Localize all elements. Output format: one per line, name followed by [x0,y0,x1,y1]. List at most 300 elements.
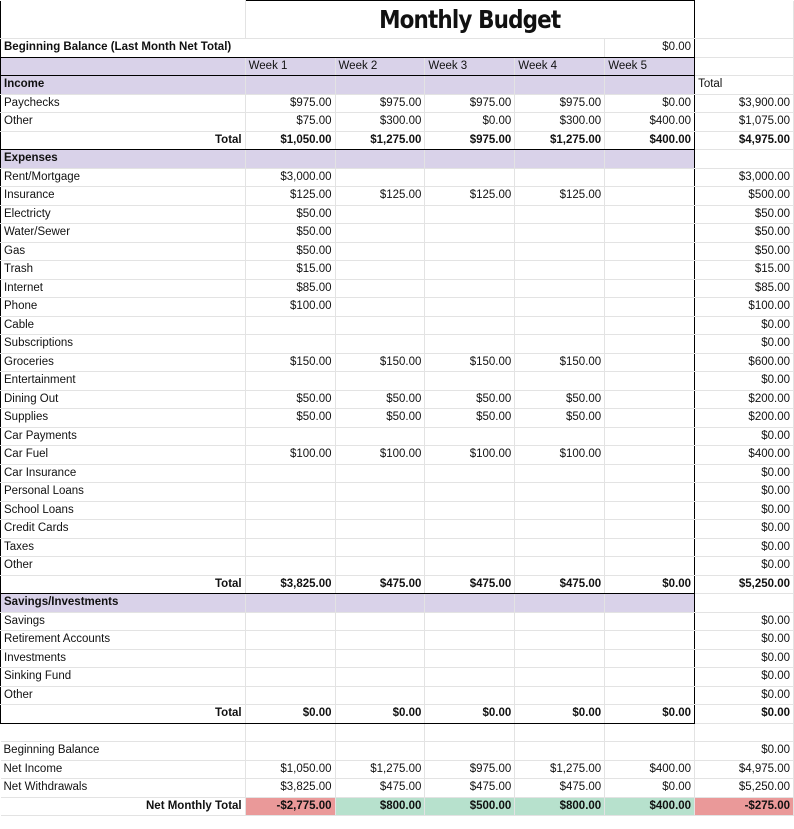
row-label[interactable]: Gas [1,242,246,261]
row-label[interactable]: Car Fuel [1,446,246,465]
week-value[interactable] [605,649,695,668]
week-value[interactable] [515,224,605,243]
week-value[interactable] [605,224,695,243]
summary-week-value[interactable]: $475.00 [335,779,425,798]
week-total[interactable]: $0.00 [245,705,335,724]
row-label[interactable]: Retirement Accounts [1,631,246,650]
empty-cell[interactable] [515,594,605,613]
row-total[interactable]: $200.00 [695,390,794,409]
row-total[interactable]: $50.00 [695,224,794,243]
week-value[interactable] [245,557,335,576]
week-value[interactable] [335,205,425,224]
week-value[interactable]: $3,000.00 [245,168,335,187]
row-total[interactable]: $15.00 [695,261,794,280]
total-label[interactable]: Total [1,131,246,150]
week-value[interactable] [335,557,425,576]
net-monthly-total-label[interactable]: Net Monthly Total [1,797,246,816]
week-value[interactable] [245,464,335,483]
week-value[interactable] [335,224,425,243]
week-value[interactable] [335,335,425,354]
beginning-balance-label[interactable]: Beginning Balance (Last Month Net Total) [1,39,605,58]
week-total[interactable]: $475.00 [425,575,515,594]
week-value[interactable]: $85.00 [245,279,335,298]
week-value[interactable]: $50.00 [245,242,335,261]
row-label[interactable]: Cable [1,316,246,335]
week-value[interactable] [245,631,335,650]
section-header-row [1,150,794,169]
week-value[interactable] [515,538,605,557]
page-title [277,1,664,39]
week-value[interactable] [515,557,605,576]
week-value[interactable] [605,612,695,631]
week-value[interactable]: $150.00 [425,353,515,372]
week-value[interactable] [335,668,425,687]
table-row [1,409,794,428]
week-value[interactable] [605,335,695,354]
summary-label[interactable]: Net Withdrawals [1,779,246,798]
week-value[interactable] [515,242,605,261]
row-total[interactable]: $0.00 [695,427,794,446]
week-value[interactable] [335,298,425,317]
week-value[interactable] [515,483,605,502]
empty-cell[interactable] [695,150,794,169]
week-value[interactable] [605,168,695,187]
summary-total[interactable]: $5,250.00 [695,779,794,798]
row-total[interactable]: $600.00 [695,353,794,372]
week-value[interactable] [515,464,605,483]
week-value[interactable] [515,168,605,187]
week-value[interactable] [425,538,515,557]
week-value[interactable] [425,335,515,354]
week-value[interactable]: $125.00 [335,187,425,206]
week-value[interactable]: $50.00 [515,390,605,409]
week-value[interactable] [245,483,335,502]
week-total[interactable]: $0.00 [335,705,425,724]
week-value[interactable]: $125.00 [425,187,515,206]
week-value[interactable] [605,520,695,539]
row-total[interactable]: $50.00 [695,242,794,261]
table-row [1,668,794,687]
week-value[interactable] [515,205,605,224]
row-total[interactable]: $400.00 [695,446,794,465]
empty-cell[interactable] [695,39,794,58]
row-total[interactable]: $85.00 [695,279,794,298]
week-value[interactable] [245,501,335,520]
week-value[interactable]: $150.00 [515,353,605,372]
week-value[interactable] [335,631,425,650]
week-value[interactable] [245,335,335,354]
week-value[interactable] [425,668,515,687]
week-value[interactable] [425,631,515,650]
week-value[interactable] [425,168,515,187]
week-value[interactable] [335,261,425,280]
week-value[interactable] [515,372,605,391]
week-value[interactable] [335,501,425,520]
week-header[interactable]: Week 2 [335,57,425,76]
total-label[interactable]: Total [1,575,246,594]
week-value[interactable] [605,409,695,428]
summary-week-value[interactable] [515,742,605,761]
summary-week-value[interactable]: $1,275.00 [515,760,605,779]
week-value[interactable] [425,205,515,224]
row-label[interactable]: Paychecks [1,94,246,113]
week-value[interactable] [245,538,335,557]
row-label[interactable]: Taxes [1,538,246,557]
row-total[interactable]: $0.00 [695,483,794,502]
row-label[interactable]: Other [1,686,246,705]
week-value[interactable]: $50.00 [425,390,515,409]
row-label[interactable]: Trash [1,261,246,280]
week-value[interactable] [425,372,515,391]
week-value[interactable] [425,520,515,539]
week-value[interactable] [515,501,605,520]
row-label[interactable]: Supplies [1,409,246,428]
row-total[interactable]: $0.00 [695,316,794,335]
week-total[interactable]: $0.00 [605,705,695,724]
row-label[interactable]: Dining Out [1,390,246,409]
week-total[interactable]: $475.00 [515,575,605,594]
week-value[interactable] [425,224,515,243]
week-value[interactable] [425,612,515,631]
week-value[interactable] [515,427,605,446]
week-value[interactable] [515,520,605,539]
row-total[interactable]: $50.00 [695,205,794,224]
week-value[interactable]: $975.00 [245,94,335,113]
total-header[interactable]: Total [695,76,794,95]
row-total[interactable]: $3,900.00 [695,94,794,113]
empty-cell[interactable] [335,594,425,613]
week-value[interactable]: $975.00 [335,94,425,113]
week-value[interactable] [425,483,515,502]
week-total[interactable]: $400.00 [605,131,695,150]
row-total[interactable]: $100.00 [695,298,794,317]
week-value[interactable] [245,372,335,391]
row-label[interactable]: Subscriptions [1,335,246,354]
week-value[interactable]: $100.00 [425,446,515,465]
summary-row [1,760,794,779]
week-value[interactable] [245,316,335,335]
row-total[interactable]: $0.00 [695,649,794,668]
week-value[interactable] [515,279,605,298]
week-value[interactable] [425,686,515,705]
week-value[interactable] [335,464,425,483]
table-row [1,501,794,520]
row-total[interactable]: $0.00 [695,557,794,576]
row-label[interactable]: Internet [1,279,246,298]
row-label[interactable]: Car Payments [1,427,246,446]
week-value[interactable] [425,261,515,280]
summary-week-value[interactable]: $1,275.00 [335,760,425,779]
week-value[interactable]: $50.00 [245,205,335,224]
row-total[interactable]: $1,075.00 [695,113,794,132]
empty-cell[interactable] [605,723,695,742]
summary-week-value[interactable] [605,742,695,761]
week-value[interactable]: $300.00 [515,113,605,132]
week-value[interactable] [515,649,605,668]
week-value[interactable] [605,242,695,261]
expenses-section-header[interactable]: Expenses [1,150,246,169]
week-value[interactable] [425,501,515,520]
week-value[interactable]: $150.00 [245,353,335,372]
week-value[interactable] [245,686,335,705]
summary-week-value[interactable]: $975.00 [425,760,515,779]
row-label[interactable]: Personal Loans [1,483,246,502]
empty-cell[interactable] [425,150,515,169]
total-label[interactable]: Total [1,705,246,724]
week-header[interactable]: Week 1 [245,57,335,76]
empty-cell[interactable] [425,76,515,95]
week-value[interactable] [605,631,695,650]
income-section-header[interactable]: Income [1,76,246,95]
week-value[interactable] [605,205,695,224]
week-value[interactable]: $100.00 [335,446,425,465]
week-value[interactable] [245,427,335,446]
week-value[interactable] [245,612,335,631]
summary-week-value[interactable]: $400.00 [605,760,695,779]
week-value[interactable] [335,686,425,705]
empty-cell[interactable] [605,594,695,613]
week-value[interactable]: $150.00 [335,353,425,372]
row-total[interactable]: $0.00 [695,631,794,650]
week-value[interactable] [515,631,605,650]
row-total[interactable]: $0.00 [695,464,794,483]
week-value[interactable]: $50.00 [425,409,515,428]
week-value[interactable] [515,335,605,354]
empty-cell[interactable] [425,723,515,742]
week-value[interactable] [605,483,695,502]
week-value[interactable]: $100.00 [245,298,335,317]
week-value[interactable]: $50.00 [245,390,335,409]
week-value[interactable] [605,686,695,705]
row-label[interactable]: Phone [1,298,246,317]
row-label[interactable]: Groceries [1,353,246,372]
week-total[interactable]: $0.00 [515,705,605,724]
week-value[interactable]: $975.00 [425,94,515,113]
week-value[interactable]: $75.00 [245,113,335,132]
row-total[interactable]: $3,000.00 [695,168,794,187]
week-value[interactable] [335,520,425,539]
net-week-value[interactable]: $800.00 [515,797,605,816]
week-value[interactable] [425,242,515,261]
row-total[interactable]: $0.00 [695,686,794,705]
week-value[interactable] [425,464,515,483]
week-value[interactable]: $400.00 [605,113,695,132]
empty-cell[interactable] [335,150,425,169]
week-value[interactable] [605,316,695,335]
row-total[interactable]: $0.00 [695,501,794,520]
week-value[interactable]: $50.00 [335,409,425,428]
week-value[interactable]: $15.00 [245,261,335,280]
row-total[interactable]: $0.00 [695,538,794,557]
week-value[interactable] [515,686,605,705]
week-value[interactable]: $125.00 [515,187,605,206]
beginning-balance-value[interactable]: $0.00 [605,39,695,58]
summary-week-value[interactable]: $3,825.00 [245,779,335,798]
grand-total[interactable]: $5,250.00 [695,575,794,594]
row-total[interactable]: $200.00 [695,409,794,428]
week-value[interactable]: $100.00 [515,446,605,465]
week-value[interactable] [245,649,335,668]
week-value[interactable] [335,427,425,446]
week-value[interactable]: $100.00 [245,446,335,465]
table-row [1,649,794,668]
week-value[interactable] [335,242,425,261]
empty-cell[interactable] [1,1,246,39]
row-label[interactable]: Insurance [1,187,246,206]
grand-total[interactable]: $0.00 [695,705,794,724]
week-value[interactable] [605,261,695,280]
week-total[interactable]: $975.00 [425,131,515,150]
week-value[interactable]: $300.00 [335,113,425,132]
week-value[interactable]: $975.00 [515,94,605,113]
week-header[interactable]: Week 5 [605,57,695,76]
row-label[interactable]: Water/Sewer [1,224,246,243]
row-label[interactable]: Entertainment [1,372,246,391]
week-header[interactable]: Week 3 [425,57,515,76]
week-value[interactable] [335,279,425,298]
row-total[interactable]: $0.00 [695,520,794,539]
net-week-value[interactable]: $800.00 [335,797,425,816]
row-total[interactable]: $0.00 [695,372,794,391]
week-value[interactable] [425,298,515,317]
empty-cell[interactable] [1,723,246,742]
week-value[interactable] [605,372,695,391]
week-value[interactable] [425,649,515,668]
week-value[interactable] [515,668,605,687]
week-total[interactable]: $1,275.00 [515,131,605,150]
summary-label[interactable]: Net Income [1,760,246,779]
empty-cell[interactable] [605,150,695,169]
row-label[interactable]: School Loans [1,501,246,520]
week-value[interactable] [605,279,695,298]
empty-cell[interactable] [695,1,794,39]
summary-week-value[interactable]: $1,050.00 [245,760,335,779]
empty-cell[interactable] [515,76,605,95]
week-value[interactable] [605,298,695,317]
week-total[interactable]: $3,825.00 [245,575,335,594]
net-week-value[interactable]: $500.00 [425,797,515,816]
row-label[interactable]: Credit Cards [1,520,246,539]
week-total[interactable]: $1,275.00 [335,131,425,150]
week-value[interactable]: $0.00 [605,94,695,113]
row-label[interactable]: Car Insurance [1,464,246,483]
summary-week-value[interactable] [425,742,515,761]
empty-cell[interactable] [515,723,605,742]
week-value[interactable]: $125.00 [245,187,335,206]
week-header[interactable]: Week 4 [515,57,605,76]
week-value[interactable] [605,187,695,206]
empty-cell[interactable] [245,76,335,95]
summary-label[interactable]: Beginning Balance [1,742,246,761]
week-value[interactable]: $50.00 [335,390,425,409]
week-value[interactable] [335,538,425,557]
week-value[interactable] [245,668,335,687]
week-value[interactable] [335,316,425,335]
week-value[interactable] [425,279,515,298]
week-total[interactable]: $475.00 [335,575,425,594]
week-value[interactable] [425,557,515,576]
week-value[interactable] [605,353,695,372]
week-value[interactable] [605,501,695,520]
week-total[interactable]: $1,050.00 [245,131,335,150]
empty-cell[interactable] [245,723,335,742]
week-value[interactable]: $50.00 [515,409,605,428]
empty-cell[interactable] [335,76,425,95]
empty-cell[interactable] [515,150,605,169]
week-total[interactable]: $0.00 [425,705,515,724]
summary-total[interactable]: $0.00 [695,742,794,761]
summary-week-value[interactable]: $0.00 [605,779,695,798]
summary-week-value[interactable]: $475.00 [515,779,605,798]
week-value[interactable] [245,520,335,539]
empty-cell[interactable] [695,57,794,76]
row-label[interactable]: Rent/Mortgage [1,168,246,187]
empty-cell[interactable] [245,594,335,613]
row-label[interactable]: Sinking Fund [1,668,246,687]
savings-section-header[interactable]: Savings/Investments [1,594,246,613]
summary-week-value[interactable]: $475.00 [425,779,515,798]
empty-cell[interactable] [695,723,794,742]
week-value[interactable] [335,649,425,668]
empty-cell[interactable] [1,57,246,76]
week-value[interactable]: $0.00 [425,113,515,132]
net-week-value[interactable]: -$2,775.00 [245,797,335,816]
week-value[interactable] [515,316,605,335]
week-value[interactable] [335,168,425,187]
week-value[interactable] [605,427,695,446]
net-week-value[interactable]: $400.00 [605,797,695,816]
summary-total[interactable]: $4,975.00 [695,760,794,779]
week-value[interactable] [425,316,515,335]
empty-cell[interactable] [425,594,515,613]
row-total[interactable]: $0.00 [695,335,794,354]
week-value[interactable]: $50.00 [245,224,335,243]
week-value[interactable]: $50.00 [245,409,335,428]
row-total[interactable]: $0.00 [695,612,794,631]
row-label[interactable]: Savings [1,612,246,631]
empty-cell[interactable] [245,150,335,169]
row-label[interactable]: Other [1,113,246,132]
section-header-row [1,594,794,613]
row-label[interactable]: Other [1,557,246,576]
week-value[interactable] [605,538,695,557]
row-total[interactable]: $500.00 [695,187,794,206]
week-total[interactable]: $0.00 [605,575,695,594]
week-value[interactable] [605,668,695,687]
week-value[interactable] [335,612,425,631]
week-value[interactable] [515,298,605,317]
row-label[interactable]: Electricty [1,205,246,224]
week-value[interactable] [335,372,425,391]
net-grand-total[interactable]: -$275.00 [695,797,794,816]
week-value[interactable] [605,390,695,409]
week-value[interactable] [605,557,695,576]
week-value[interactable] [605,464,695,483]
week-value[interactable] [425,427,515,446]
summary-week-value[interactable] [335,742,425,761]
week-value[interactable] [515,261,605,280]
empty-cell[interactable] [695,594,794,613]
summary-week-value[interactable] [245,742,335,761]
empty-cell[interactable] [335,723,425,742]
empty-cell[interactable] [605,76,695,95]
week-value[interactable] [515,612,605,631]
grand-total[interactable]: $4,975.00 [695,131,794,150]
week-value[interactable] [335,483,425,502]
week-value[interactable] [605,446,695,465]
row-total[interactable]: $0.00 [695,668,794,687]
row-label[interactable]: Investments [1,649,246,668]
